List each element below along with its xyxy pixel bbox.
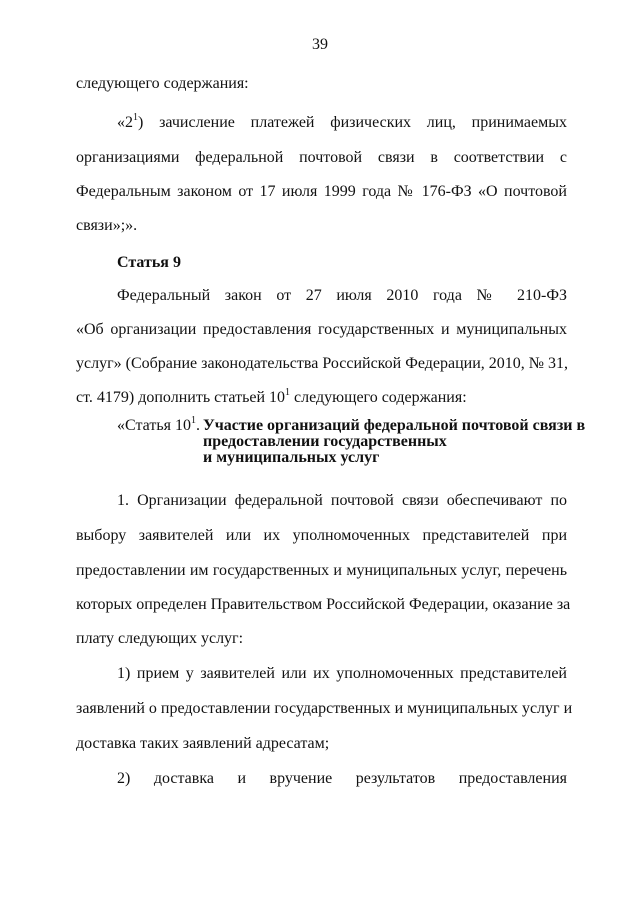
- text-line: организациями федеральной почтовой связи в соответствии с: [76, 149, 567, 166]
- superscript: 1: [285, 386, 291, 398]
- page-number: 39: [312, 36, 328, 53]
- text-line: 2) доставка и вручение результатов предоставления: [117, 770, 567, 787]
- superscript: 1: [190, 414, 196, 426]
- title-line: предоставлении государственных: [203, 433, 447, 450]
- text-fragment: ) зачисление платежей физических лиц, принимаемых: [138, 114, 567, 131]
- text-line: предоставлении им государственных и муниципальных услуг, перечень: [76, 562, 567, 579]
- text-line: 1) прием у заявителей или их уполномоченных представителей: [117, 665, 567, 682]
- text-line: выбору заявителей или их уполномоченных представителей при: [76, 527, 567, 544]
- text-line: которых определен Правительством Российской Федерации, оказание за: [76, 596, 571, 613]
- text-line: [76, 388, 567, 408]
- text-fragment: ст. 4179) дополнить статьей 10: [76, 389, 286, 406]
- article-10-label: [117, 414, 200, 434]
- text-line: Федеральным законом от 17 июля 1999 года № 176-ФЗ «О почтовой: [76, 183, 567, 200]
- text-line: Федеральный закон от 27 июля 2010 года № 210-ФЗ: [117, 287, 567, 304]
- text-line: заявлений о предоставлении государственных и муниципальных услуг и: [76, 700, 573, 717]
- article-10-title: [203, 418, 585, 466]
- text-line: [117, 113, 567, 133]
- article-9-title: Статья 9: [117, 254, 181, 271]
- text-line: «Об организации предоставления государственных и муниципальных: [76, 321, 567, 338]
- title-line: и муниципальных услуг: [203, 449, 380, 466]
- text-line: 1. Организации федеральной почтовой связи обеспечивают по: [117, 492, 567, 509]
- text-fragment: «Статья 10: [117, 417, 191, 434]
- text-fragment: следующего содержания:: [290, 389, 467, 406]
- title-line: Участие организаций федеральной почтовой связи в: [203, 417, 586, 434]
- text-line: плату следующих услуг:: [76, 630, 244, 647]
- superscript: 1: [133, 111, 138, 123]
- text-line: услуг» (Собрание законодательства Российской Федерации, 2010, № 31,: [76, 355, 569, 372]
- text-line: следующего содержания:: [76, 75, 249, 92]
- text-fragment: .: [195, 417, 200, 434]
- text-line: связи»;».: [76, 217, 138, 234]
- text-fragment: «2: [117, 114, 133, 131]
- text-line: доставка таких заявлений адресатам;: [76, 735, 330, 752]
